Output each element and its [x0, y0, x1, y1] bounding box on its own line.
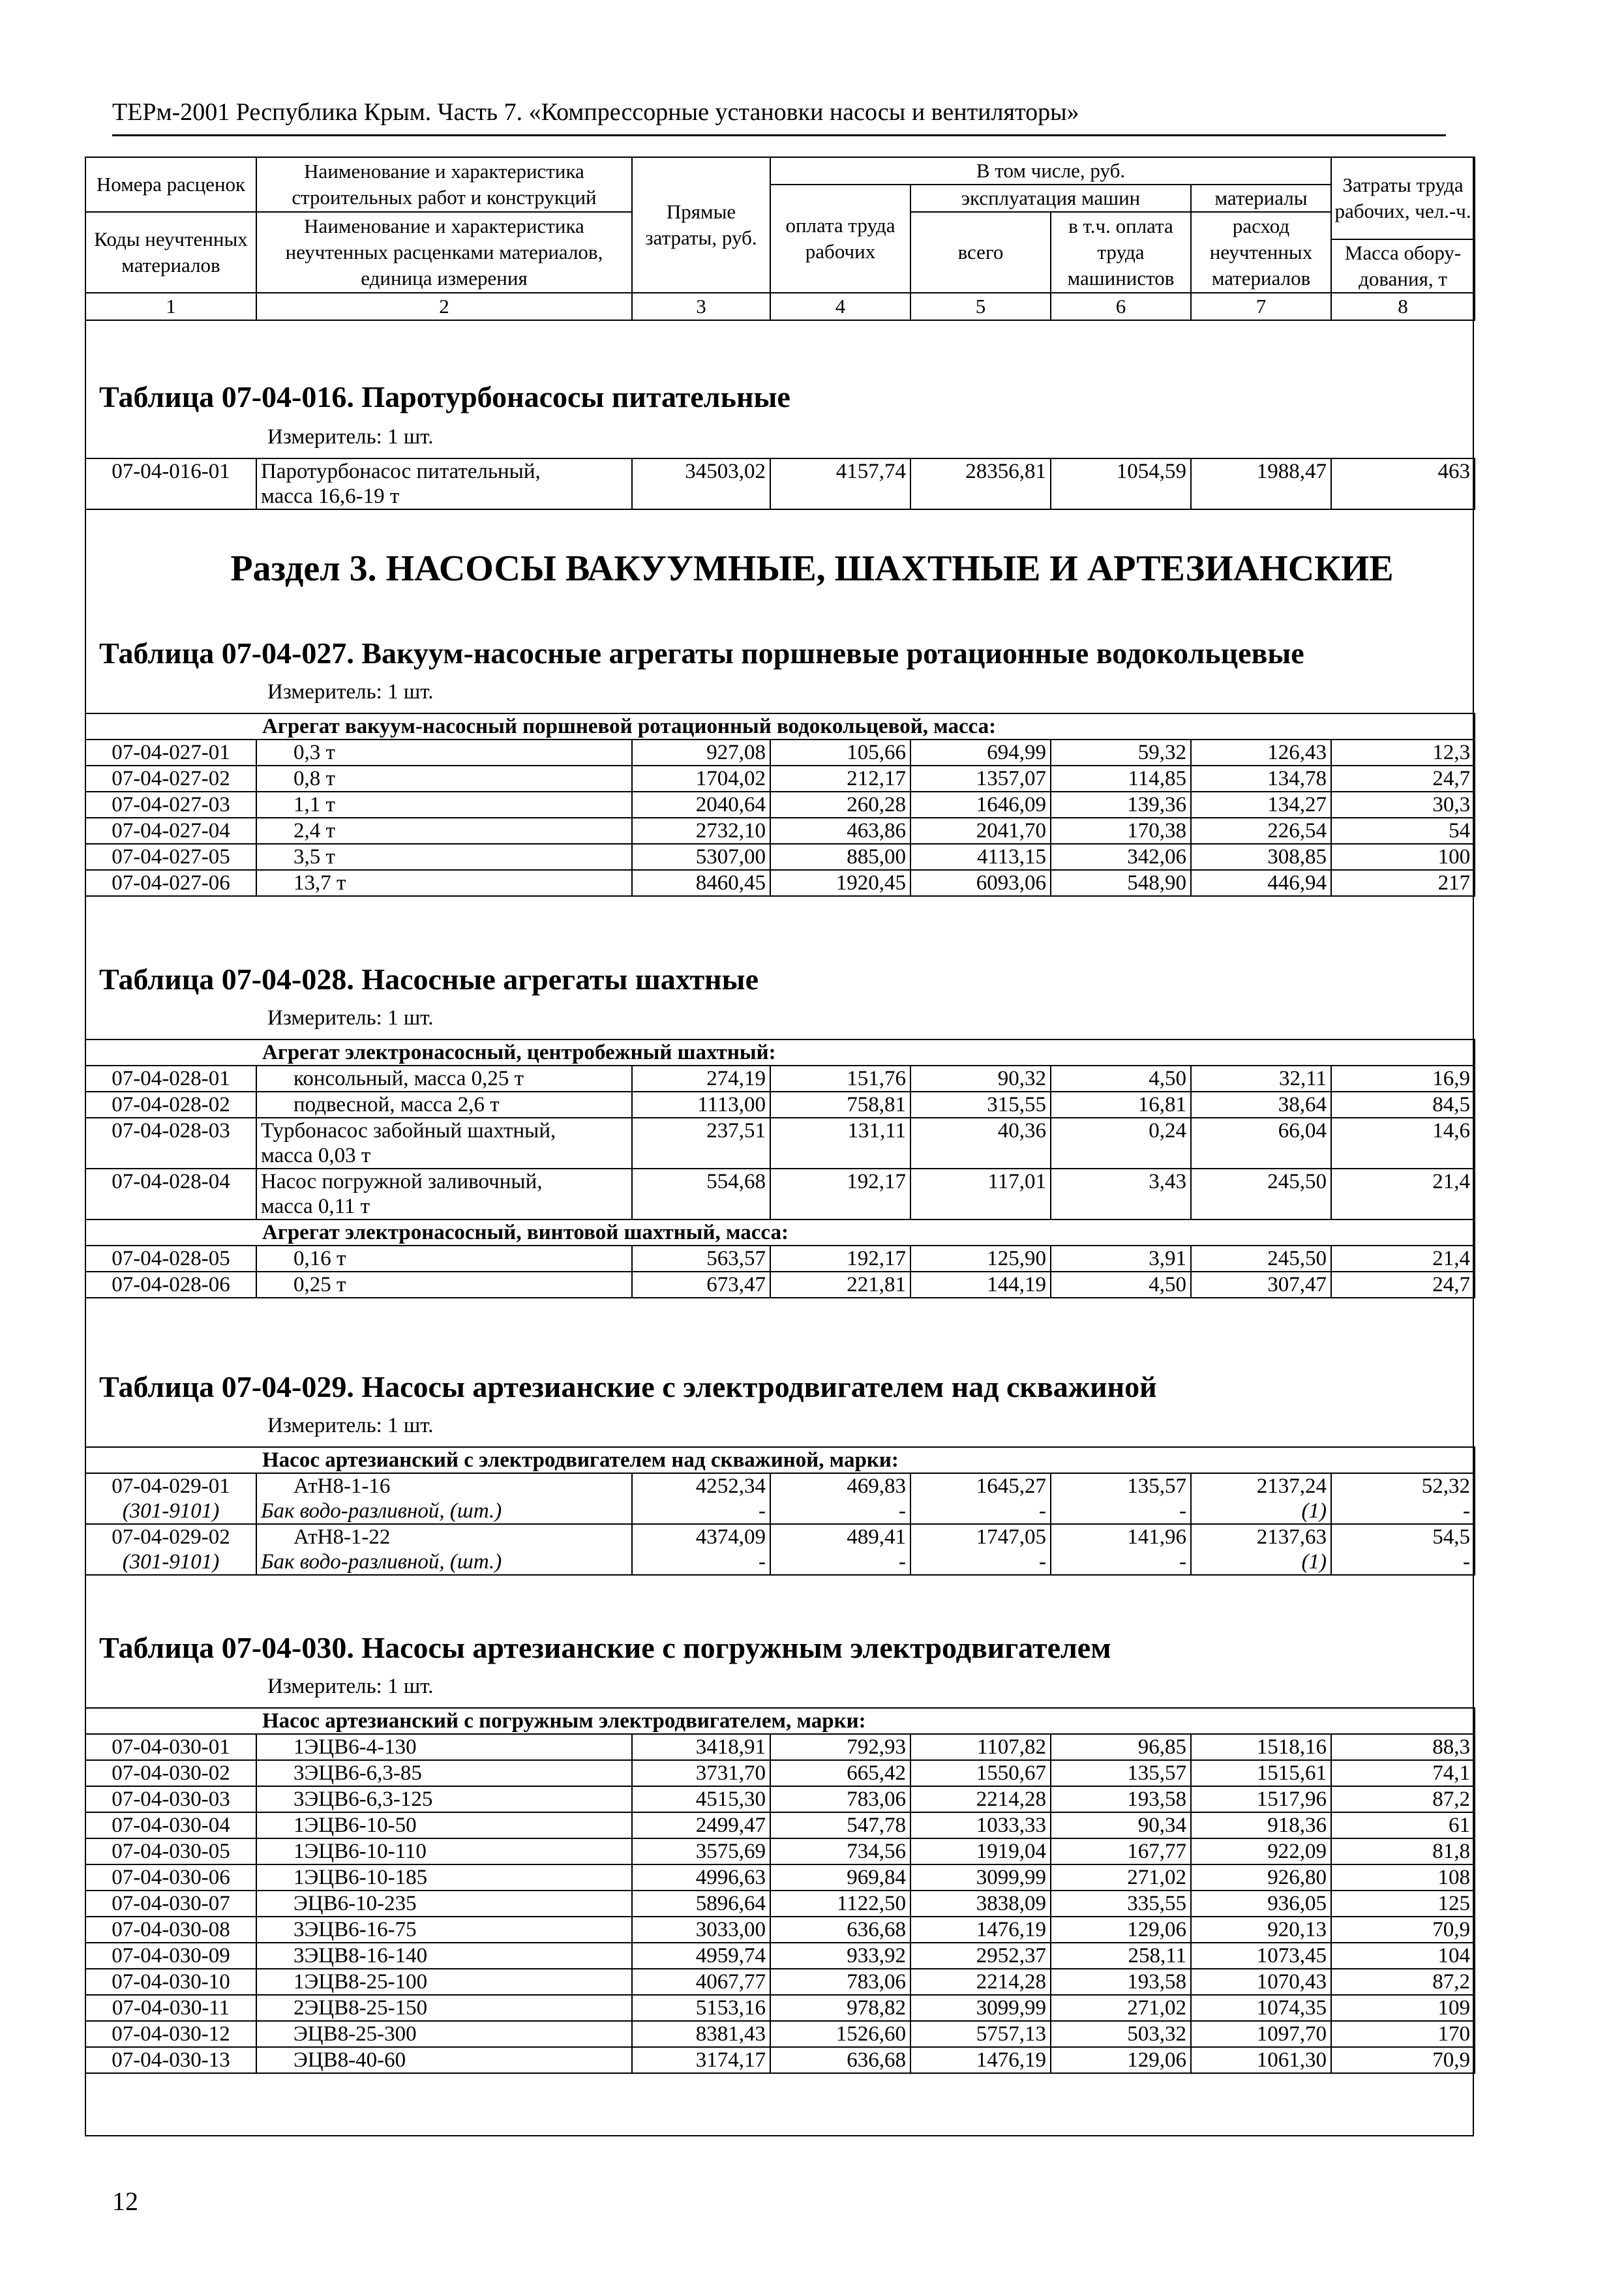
value-cell: 271,02 — [1051, 1864, 1191, 1891]
rate-code: 07-04-030-13 — [85, 2047, 256, 2073]
group-heading: Насос артезианский с электродвигателем над скважиной, марки: — [85, 1447, 1475, 1473]
value-cell: 548,90 — [1051, 870, 1191, 896]
value-cell: 1070,43 — [1191, 1969, 1331, 1995]
value-cell: 81,8 — [1331, 1838, 1475, 1864]
value-cell: 217 — [1331, 870, 1475, 896]
table-027-unit: Измеритель: 1 шт. — [267, 680, 434, 704]
table-029-unit: Измеритель: 1 шт. — [267, 1414, 434, 1437]
col-labor-header: Затраты труда рабочих, чел.-ч. — [1331, 157, 1475, 239]
value-cell: 1919,04 — [910, 1838, 1051, 1864]
col-number: 2 — [256, 293, 632, 320]
value-cell: 792,93 — [770, 1734, 910, 1760]
item-name: 1ЭЦВ6-10-110 — [256, 1838, 632, 1864]
rate-code: 07-04-030-10 — [85, 1969, 256, 1995]
value-cell: 114,85 — [1051, 766, 1191, 792]
value-cell: 90,34 — [1051, 1812, 1191, 1838]
rate-code: 07-04-030-08 — [85, 1917, 256, 1943]
value-cell: 59,32 — [1051, 740, 1191, 766]
col-number: 7 — [1191, 293, 1331, 320]
value-cell: 8381,43 — [632, 2021, 770, 2047]
value-cell: 212,17 — [770, 766, 910, 792]
value-cell: 226,54 — [1191, 818, 1331, 844]
table-row — [85, 1891, 1475, 1917]
value-cell: 2040,64 — [632, 792, 770, 818]
col-number: 3 — [632, 293, 770, 320]
value-cell: 5153,16 — [632, 1995, 770, 2021]
machines-header: эксплуатация машин — [910, 185, 1191, 212]
value-cell: 87,2 — [1331, 1969, 1475, 1995]
table-row — [85, 870, 1475, 896]
value-cell: 3418,91 — [632, 1734, 770, 1760]
table-030-title: Таблица 07-04-030. Насосы артезианские с погружным электродвигателем — [99, 1631, 1111, 1664]
value-cell: 2952,37 — [910, 1943, 1051, 1969]
value-cell: 922,09 — [1191, 1838, 1331, 1864]
value-cell: 3838,09 — [910, 1891, 1051, 1917]
table-row — [85, 1995, 1475, 2021]
item-name: 0,3 т — [256, 740, 632, 766]
value-cell: 87,2 — [1331, 1786, 1475, 1812]
value-cell: 126,43 — [1191, 740, 1331, 766]
table-row — [85, 2021, 1475, 2047]
value-cell: 1122,50 — [770, 1891, 910, 1917]
value-cell: 1357,07 — [910, 766, 1051, 792]
value-cell: 4515,30 — [632, 1786, 770, 1812]
material-row: (301-9101) Бак водо-разливной, (шт.) - - - - (1) - — [85, 1549, 1475, 1575]
col-material-codes-header: Коды неучтенных материалов — [85, 212, 256, 293]
table-016-unit: Измеритель: 1 шт. — [267, 425, 434, 449]
rate-code: 07-04-030-11 — [85, 1995, 256, 2021]
value-cell: 271,02 — [1051, 1995, 1191, 2021]
value-cell: 8460,45 — [632, 870, 770, 896]
table-row — [85, 844, 1475, 870]
group-heading: Насос артезианский с погружным электродвигателем, марки: — [85, 1708, 1475, 1734]
rate-code: 07-04-027-05 — [85, 844, 256, 870]
value-cell: 665,42 — [770, 1760, 910, 1786]
col-number: 4 — [770, 293, 910, 320]
value-cell: 2732,10 — [632, 818, 770, 844]
table-row — [85, 1838, 1475, 1864]
table-030 — [85, 1707, 1475, 2074]
col-number: 1 — [85, 293, 256, 320]
item-name: 1ЭЦВ6-10-50 — [256, 1812, 632, 1838]
value-cell: 1097,70 — [1191, 2021, 1331, 2047]
value-cell: 636,68 — [770, 2047, 910, 2073]
col-number: 8 — [1331, 293, 1475, 320]
item-name: 13,7 т — [256, 870, 632, 896]
material-row: (301-9101) Бак водо-разливной, (шт.) - - - - (1) - — [85, 1499, 1475, 1524]
value-cell: 3575,69 — [632, 1838, 770, 1864]
rate-code: 07-04-027-04 — [85, 818, 256, 844]
item-name: 0,8 т — [256, 766, 632, 792]
rate-code: 07-04-030-06 — [85, 1864, 256, 1891]
value-cell: 1107,82 — [910, 1734, 1051, 1760]
value-cell: 3731,70 — [632, 1760, 770, 1786]
table-row — [85, 1760, 1475, 1786]
value-cell: 1515,61 — [1191, 1760, 1331, 1786]
page-number: 12 — [112, 2187, 138, 2216]
table-027 — [85, 713, 1475, 897]
item-name: 1ЭЦВ6-4-130 — [256, 1734, 632, 1760]
table-016 — [85, 458, 1475, 510]
value-cell: 969,84 — [770, 1864, 910, 1891]
group-heading: Агрегат электронасосный, центробежный шахтный: — [85, 1040, 1475, 1066]
value-cell: 1550,67 — [910, 1760, 1051, 1786]
value-cell: 978,82 — [770, 1995, 910, 2021]
value-cell: 54 — [1331, 818, 1475, 844]
group-heading: Агрегат вакуум-насосный поршневой ротационный водокольцевой, масса: — [85, 713, 1475, 740]
value-cell: 1646,09 — [910, 792, 1051, 818]
value-cell: 3099,99 — [910, 1864, 1051, 1891]
rate-code: 07-04-030-01 — [85, 1734, 256, 1760]
table-row — [85, 740, 1475, 766]
value-cell: 134,78 — [1191, 766, 1331, 792]
value-cell: 1704,02 — [632, 766, 770, 792]
value-cell: 129,06 — [1051, 1917, 1191, 1943]
value-cell: 885,00 — [770, 844, 910, 870]
value-cell: 734,56 — [770, 1838, 910, 1864]
value-cell: 6093,06 — [910, 870, 1051, 896]
table-row: 07-04-016-01 Паротурбонасос питательный, масса 16,6-19 т 34503,02 4157,74 28356,81 1054,59 1988,47 463 — [85, 458, 1475, 509]
table-row: 07-04-029-01 АтН8-1-16 4252,34 469,83 1645,27 135,57 2137,24 52,32 — [85, 1473, 1475, 1499]
section-3-title: Раздел 3. НАСОСЫ ВАКУУМНЫЕ, ШАХТНЫЕ И АРТЕЗИАНСКИЕ — [230, 548, 1394, 589]
item-name: 3ЭЦВ6-6,3-125 — [256, 1786, 632, 1812]
col-operators-wages-header: в т.ч. оплата труда машинистов — [1051, 212, 1191, 293]
rate-code: 07-04-027-03 — [85, 792, 256, 818]
value-cell: 70,9 — [1331, 1917, 1475, 1943]
value-cell: 129,06 — [1051, 2047, 1191, 2073]
table-row: 07-04-028-02 подвесной, масса 2,6 т 1113,00 758,81 315,55 16,81 38,64 84,5 — [85, 1092, 1475, 1118]
value-cell: 135,57 — [1051, 1760, 1191, 1786]
value-cell: 5307,00 — [632, 844, 770, 870]
value-cell: 920,13 — [1191, 1917, 1331, 1943]
value-cell: 1476,19 — [910, 2047, 1051, 2073]
table-row — [85, 1786, 1475, 1812]
item-name: 1ЭЦВ6-10-185 — [256, 1864, 632, 1891]
value-cell: 96,85 — [1051, 1734, 1191, 1760]
value-cell: 342,06 — [1051, 844, 1191, 870]
value-cell: 170,38 — [1051, 818, 1191, 844]
value-cell: 4959,74 — [632, 1943, 770, 1969]
value-cell: 12,3 — [1331, 740, 1475, 766]
value-cell: 88,3 — [1331, 1734, 1475, 1760]
value-cell: 2041,70 — [910, 818, 1051, 844]
col-number: 5 — [910, 293, 1051, 320]
item-name: 1,1 т — [256, 792, 632, 818]
table-027-title: Таблица 07-04-027. Вакуум-насосные агрегаты поршневые ротационные водокольцевые — [99, 636, 1304, 670]
col-wages-header: оплата труда рабочих — [770, 185, 910, 293]
value-cell: 2499,47 — [632, 1812, 770, 1838]
value-cell: 694,99 — [910, 740, 1051, 766]
item-name: ЭЦВ6-10-235 — [256, 1891, 632, 1917]
materials-header: материалы — [1191, 185, 1331, 212]
value-cell: 1518,16 — [1191, 1734, 1331, 1760]
value-cell: 5896,64 — [632, 1891, 770, 1917]
table-028-title: Таблица 07-04-028. Насосные агрегаты шахтные — [99, 963, 759, 996]
item-name: 3ЭЦВ8-16-140 — [256, 1943, 632, 1969]
item-name: 3ЭЦВ6-6,3-85 — [256, 1760, 632, 1786]
col-name-header: Наименование и характеристика строительных работ и конструкций — [256, 157, 632, 212]
rate-code: 07-04-030-09 — [85, 1943, 256, 1969]
table-row — [85, 1812, 1475, 1838]
value-cell: 70,9 — [1331, 2047, 1475, 2073]
col-codes-header: Номера расценок — [85, 157, 256, 212]
value-cell: 4113,15 — [910, 844, 1051, 870]
table-row — [85, 1969, 1475, 1995]
col-material-consumption-header: расход неучтенных материалов — [1191, 212, 1331, 293]
rate-code: 07-04-030-07 — [85, 1891, 256, 1917]
table-028 — [85, 1039, 1475, 1298]
value-cell: 167,77 — [1051, 1838, 1191, 1864]
value-cell: 139,36 — [1051, 792, 1191, 818]
running-header: ТЕРм-2001 Республика Крым. Часть 7. «Компрессорные установки насосы и вентиляторы» — [112, 98, 1446, 136]
value-cell: 936,05 — [1191, 1891, 1331, 1917]
value-cell: 2214,28 — [910, 1969, 1051, 1995]
value-cell: 4067,77 — [632, 1969, 770, 1995]
value-cell: 1517,96 — [1191, 1786, 1331, 1812]
group-heading: Агрегат электронасосный, винтовой шахтный, масса: — [85, 1219, 1475, 1246]
value-cell: 446,94 — [1191, 870, 1331, 896]
item-name: 2,4 т — [256, 818, 632, 844]
table-row — [85, 2047, 1475, 2073]
value-cell: 335,55 — [1051, 1891, 1191, 1917]
value-cell: 100 — [1331, 844, 1475, 870]
col-direct-costs-header: Прямые затраты, руб. — [632, 157, 770, 293]
value-cell: 783,06 — [770, 1969, 910, 1995]
rate-code: 07-04-030-04 — [85, 1812, 256, 1838]
rate-code: 07-04-030-12 — [85, 2021, 256, 2047]
value-cell: 927,08 — [632, 740, 770, 766]
table-row: 07-04-028-05 0,16 т 563,57 192,17 125,90 3,91 245,50 21,4 — [85, 1246, 1475, 1272]
value-cell: 1061,30 — [1191, 2047, 1331, 2073]
item-name: ЭЦВ8-40-60 — [256, 2047, 632, 2073]
rate-code: 07-04-027-01 — [85, 740, 256, 766]
value-cell: 308,85 — [1191, 844, 1331, 870]
value-cell: 4996,63 — [632, 1864, 770, 1891]
value-cell: 503,32 — [1051, 2021, 1191, 2047]
value-cell: 134,27 — [1191, 792, 1331, 818]
value-cell: 1033,33 — [910, 1812, 1051, 1838]
col-number: 6 — [1051, 293, 1191, 320]
table-030-unit: Измеритель: 1 шт. — [267, 1675, 434, 1698]
table-row: 07-04-028-01 консольный, масса 0,25 т 274,19 151,76 90,32 4,50 32,11 16,9 — [85, 1066, 1475, 1092]
col-machines-total-header: всего — [910, 212, 1051, 293]
rate-code: 07-04-030-03 — [85, 1786, 256, 1812]
value-cell: 108 — [1331, 1864, 1475, 1891]
incl-header: В том числе, руб. — [770, 157, 1331, 185]
table-028-unit: Измеритель: 1 шт. — [267, 1006, 434, 1030]
value-cell: 24,7 — [1331, 766, 1475, 792]
rate-code: 07-04-027-02 — [85, 766, 256, 792]
item-name: 1ЭЦВ8-25-100 — [256, 1969, 632, 1995]
col-material-name-header: Наименование и характеристика неучтенных расценками материалов, единица измерения — [256, 212, 632, 293]
value-cell: 1073,45 — [1191, 1943, 1331, 1969]
value-cell: 74,1 — [1331, 1760, 1475, 1786]
value-cell: 125 — [1331, 1891, 1475, 1917]
item-name: ЭЦВ8-25-300 — [256, 2021, 632, 2047]
item-name: 2ЭЦВ8-25-150 — [256, 1995, 632, 2021]
table-row: 07-04-028-04 Насос погружной заливочный, масса 0,11 т 554,68 192,17 117,01 3,43 245,50 21,4 — [85, 1169, 1475, 1219]
value-cell: 30,3 — [1331, 792, 1475, 818]
table-row — [85, 766, 1475, 792]
value-cell: 547,78 — [770, 1812, 910, 1838]
rate-code: 07-04-030-05 — [85, 1838, 256, 1864]
value-cell: 193,58 — [1051, 1786, 1191, 1812]
table-row: 07-04-028-06 0,25 т 673,47 221,81 144,19 4,50 307,47 24,7 — [85, 1272, 1475, 1298]
table-row — [85, 1917, 1475, 1943]
value-cell: 463,86 — [770, 818, 910, 844]
value-cell: 104 — [1331, 1943, 1475, 1969]
value-cell: 2214,28 — [910, 1786, 1051, 1812]
value-cell: 3033,00 — [632, 1917, 770, 1943]
value-cell: 258,11 — [1051, 1943, 1191, 1969]
value-cell: 783,06 — [770, 1786, 910, 1812]
table-016-title: Таблица 07-04-016. Паротурбонасосы питательные — [99, 380, 790, 413]
table-029-title: Таблица 07-04-029. Насосы артезианские с электродвигателем над скважиной — [99, 1370, 1157, 1403]
table-row — [85, 1734, 1475, 1760]
table-row — [85, 818, 1475, 844]
value-cell: 1526,60 — [770, 2021, 910, 2047]
value-cell: 3174,17 — [632, 2047, 770, 2073]
value-cell: 1074,35 — [1191, 1995, 1331, 2021]
table-row — [85, 792, 1475, 818]
value-cell: 3099,99 — [910, 1995, 1051, 2021]
value-cell: 1476,19 — [910, 1917, 1051, 1943]
table-row — [85, 1943, 1475, 1969]
value-cell: 105,66 — [770, 740, 910, 766]
value-cell: 193,58 — [1051, 1969, 1191, 1995]
rate-code: 07-04-027-06 — [85, 870, 256, 896]
item-name: 3ЭЦВ6-16-75 — [256, 1917, 632, 1943]
table-row: 07-04-028-03 Турбонасос забойный шахтный, масса 0,03 т 237,51 131,11 40,36 0,24 66,04 14,6 — [85, 1118, 1475, 1169]
value-cell: 5757,13 — [910, 2021, 1051, 2047]
value-cell: 260,28 — [770, 792, 910, 818]
col-equipment-mass-header: Масса обору-дования, т — [1331, 239, 1475, 293]
value-cell: 933,92 — [770, 1943, 910, 1969]
value-cell: 61 — [1331, 1812, 1475, 1838]
table-row — [85, 1864, 1475, 1891]
item-name: 3,5 т — [256, 844, 632, 870]
value-cell: 109 — [1331, 1995, 1475, 2021]
value-cell: 1920,45 — [770, 870, 910, 896]
column-header-table — [85, 157, 1475, 321]
value-cell: 170 — [1331, 2021, 1475, 2047]
value-cell: 636,68 — [770, 1917, 910, 1943]
value-cell: 926,80 — [1191, 1864, 1331, 1891]
table-029 — [85, 1446, 1475, 1576]
value-cell: 918,36 — [1191, 1812, 1331, 1838]
rate-code: 07-04-030-02 — [85, 1760, 256, 1786]
table-row: 07-04-029-02 АтН8-1-22 4374,09 489,41 1747,05 141,96 2137,63 54,5 — [85, 1524, 1475, 1549]
